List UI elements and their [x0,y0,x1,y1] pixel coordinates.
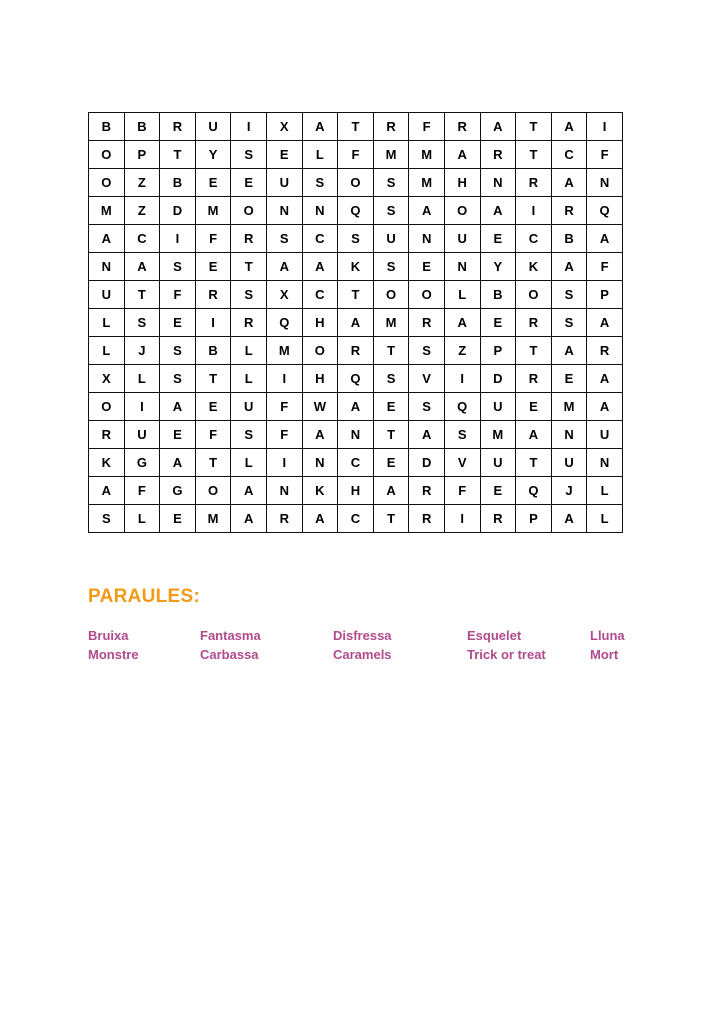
grid-cell: I [587,113,623,141]
grid-cell: S [551,309,587,337]
grid-cell: M [409,141,445,169]
grid-cell: E [373,449,409,477]
grid-cell: T [195,449,231,477]
grid-cell: A [89,225,125,253]
grid-cell: P [587,281,623,309]
grid-cell: N [444,253,480,281]
grid-cell: I [160,225,196,253]
grid-cell: B [160,169,196,197]
grid-cell: A [231,505,267,533]
grid-cell: M [266,337,302,365]
grid-cell: N [587,169,623,197]
grid-row [89,225,623,253]
grid-cell: I [266,365,302,393]
words-heading: PARAULES: [88,586,201,607]
grid-cell: J [551,477,587,505]
grid-cell: S [124,309,160,337]
grid-cell: A [587,309,623,337]
grid-cell: S [231,421,267,449]
grid-cell: T [516,337,552,365]
grid-cell: T [373,505,409,533]
grid-cell: V [444,449,480,477]
grid-cell: K [516,253,552,281]
grid-cell: W [302,393,338,421]
grid-cell: C [551,141,587,169]
grid-cell: A [338,309,374,337]
grid-cell: T [516,141,552,169]
grid-cell: O [338,169,374,197]
grid-cell: H [338,477,374,505]
grid-cell: U [587,421,623,449]
grid-cell: A [302,421,338,449]
grid-cell: E [160,505,196,533]
grid-cell: H [302,365,338,393]
grid-cell: Q [266,309,302,337]
grid-cell: K [338,253,374,281]
word-fantasma: Fantasma [200,628,261,643]
grid-cell: R [160,113,196,141]
grid-row [89,253,623,281]
grid-cell: N [551,421,587,449]
grid-cell: R [551,197,587,225]
grid-cell: C [302,281,338,309]
word-esquelet: Esquelet [467,628,522,643]
grid-cell: L [89,309,125,337]
grid-cell: A [587,225,623,253]
grid-cell: A [266,253,302,281]
grid-cell: N [338,421,374,449]
grid-cell: R [231,225,267,253]
grid-cell: T [338,281,374,309]
grid-cell: D [480,365,516,393]
grid-cell: L [587,477,623,505]
grid-cell: B [480,281,516,309]
grid-cell: U [480,393,516,421]
grid-cell: A [551,505,587,533]
grid-cell: I [195,309,231,337]
grid-cell: N [302,449,338,477]
grid-cell: O [302,337,338,365]
grid-row [89,505,623,533]
grid-cell: G [160,477,196,505]
grid-cell: U [89,281,125,309]
grid-cell: R [444,113,480,141]
grid-cell: U [444,225,480,253]
grid-cell: O [444,197,480,225]
grid-cell: U [195,113,231,141]
grid-cell: B [551,225,587,253]
grid-row [89,393,623,421]
grid-cell: L [231,365,267,393]
grid-cell: A [551,253,587,281]
word-monstre: Monstre [88,647,139,662]
grid-cell: M [195,197,231,225]
grid-cell: Z [124,197,160,225]
grid-cell: M [195,505,231,533]
grid-cell: A [89,477,125,505]
grid-cell: C [338,505,374,533]
grid-cell: R [480,505,516,533]
grid-cell: A [302,113,338,141]
grid-cell: F [409,113,445,141]
grid-cell: F [266,393,302,421]
grid-row [89,281,623,309]
grid-cell: X [266,281,302,309]
grid-cell: A [444,309,480,337]
grid-cell: G [124,449,160,477]
grid-cell: K [302,477,338,505]
word-carbassa: Carbassa [200,647,259,662]
grid-cell: Q [338,365,374,393]
grid-cell: R [516,169,552,197]
grid-cell: N [266,197,302,225]
grid-cell: V [409,365,445,393]
grid-cell: D [409,449,445,477]
grid-cell: S [373,253,409,281]
grid-cell: M [373,309,409,337]
grid-cell: B [89,113,125,141]
grid-cell: A [302,505,338,533]
grid-cell: U [266,169,302,197]
grid-cell: T [373,421,409,449]
grid-row [89,141,623,169]
word-search-grid-body [89,113,623,533]
grid-cell: A [551,113,587,141]
grid-cell: N [302,197,338,225]
grid-cell: R [516,365,552,393]
grid-cell: L [89,337,125,365]
grid-cell: T [516,113,552,141]
grid-cell: Q [338,197,374,225]
grid-row [89,449,623,477]
grid-cell: Y [195,141,231,169]
grid-cell: A [231,477,267,505]
grid-row [89,337,623,365]
word-caramels: Caramels [333,647,392,662]
grid-cell: R [89,421,125,449]
grid-cell: S [551,281,587,309]
grid-cell: I [124,393,160,421]
word-disfressa: Disfressa [333,628,392,643]
grid-cell: R [338,337,374,365]
grid-row [89,365,623,393]
grid-cell: I [516,197,552,225]
grid-cell: I [444,365,480,393]
grid-cell: C [338,449,374,477]
grid-cell: O [373,281,409,309]
grid-cell: H [302,309,338,337]
grid-cell: A [516,421,552,449]
grid-cell: F [587,141,623,169]
grid-cell: N [409,225,445,253]
grid-cell: L [124,365,160,393]
grid-cell: E [231,169,267,197]
grid-cell: L [124,505,160,533]
word-mort: Mort [590,647,619,662]
grid-cell: F [444,477,480,505]
grid-cell: R [587,337,623,365]
grid-row [89,477,623,505]
grid-cell: L [587,505,623,533]
grid-cell: E [480,309,516,337]
grid-cell: U [373,225,409,253]
word-search-grid [88,112,623,533]
grid-cell: S [160,365,196,393]
grid-row [89,169,623,197]
grid-cell: I [266,449,302,477]
grid-cell: M [409,169,445,197]
grid-cell: M [551,393,587,421]
grid-cell: R [231,309,267,337]
grid-cell: F [266,421,302,449]
grid-cell: A [409,197,445,225]
grid-cell: F [195,225,231,253]
grid-cell: E [480,477,516,505]
grid-cell: N [587,449,623,477]
grid-cell: A [587,365,623,393]
grid-cell: A [338,393,374,421]
grid-cell: A [551,169,587,197]
grid-cell: N [266,477,302,505]
grid-cell: L [231,449,267,477]
grid-cell: U [480,449,516,477]
grid-row [89,421,623,449]
grid-cell: A [551,337,587,365]
grid-cell: S [231,141,267,169]
grid-cell: O [89,393,125,421]
grid-cell: T [195,365,231,393]
grid-cell: P [124,141,160,169]
grid-cell: C [302,225,338,253]
grid-cell: E [480,225,516,253]
grid-cell: U [124,421,160,449]
grid-cell: P [516,505,552,533]
grid-cell: D [160,197,196,225]
grid-cell: F [160,281,196,309]
grid-cell: L [231,337,267,365]
grid-cell: R [195,281,231,309]
word-trick-or-treat: Trick or treat [467,647,546,662]
grid-cell: R [373,113,409,141]
grid-cell: M [89,197,125,225]
grid-cell: Q [444,393,480,421]
grid-cell: E [516,393,552,421]
grid-cell: K [89,449,125,477]
grid-cell: U [551,449,587,477]
grid-cell: X [266,113,302,141]
grid-cell: B [195,337,231,365]
grid-cell: S [266,225,302,253]
word-lluna: Lluna [590,628,625,643]
grid-cell: E [409,253,445,281]
grid-cell: N [89,253,125,281]
grid-cell: E [551,365,587,393]
grid-cell: Q [516,477,552,505]
grid-cell: O [409,281,445,309]
grid-cell: T [231,253,267,281]
grid-cell: T [373,337,409,365]
grid-cell: M [480,421,516,449]
grid-cell: T [160,141,196,169]
grid-cell: N [480,169,516,197]
grid-cell: Y [480,253,516,281]
grid-cell: F [124,477,160,505]
grid-cell: F [338,141,374,169]
grid-cell: A [444,141,480,169]
grid-cell: O [89,141,125,169]
grid-cell: E [195,393,231,421]
grid-cell: O [89,169,125,197]
grid-cell: A [160,449,196,477]
grid-cell: E [373,393,409,421]
grid-cell: I [231,113,267,141]
grid-cell: T [516,449,552,477]
grid-cell: S [373,365,409,393]
grid-cell: A [160,393,196,421]
grid-cell: S [373,197,409,225]
grid-cell: E [195,169,231,197]
grid-cell: O [195,477,231,505]
grid-cell: O [516,281,552,309]
grid-cell: T [124,281,160,309]
grid-cell: A [409,421,445,449]
grid-cell: A [587,393,623,421]
grid-cell: Z [444,337,480,365]
grid-cell: M [373,141,409,169]
grid-cell: S [409,393,445,421]
grid-cell: R [409,309,445,337]
grid-cell: B [124,113,160,141]
grid-row [89,113,623,141]
grid-cell: F [587,253,623,281]
grid-cell: S [373,169,409,197]
grid-cell: F [195,421,231,449]
grid-cell: R [516,309,552,337]
grid-cell: U [231,393,267,421]
grid-cell: E [160,421,196,449]
grid-cell: A [302,253,338,281]
grid-cell: T [338,113,374,141]
grid-cell: S [89,505,125,533]
grid-cell: R [480,141,516,169]
grid-cell: P [480,337,516,365]
grid-cell: A [373,477,409,505]
grid-cell: R [409,477,445,505]
grid-cell: S [231,281,267,309]
grid-cell: E [266,141,302,169]
grid-cell: A [480,197,516,225]
grid-cell: S [160,337,196,365]
grid-cell: Z [124,169,160,197]
grid-cell: J [124,337,160,365]
grid-row [89,197,623,225]
grid-cell: A [124,253,160,281]
grid-cell: S [302,169,338,197]
grid-cell: O [231,197,267,225]
grid-cell: A [480,113,516,141]
grid-cell: R [266,505,302,533]
grid-cell: S [444,421,480,449]
grid-cell: C [124,225,160,253]
grid-cell: L [302,141,338,169]
grid-cell: E [195,253,231,281]
grid-cell: R [409,505,445,533]
grid-cell: Q [587,197,623,225]
grid-cell: H [444,169,480,197]
grid-cell: X [89,365,125,393]
grid-cell: L [444,281,480,309]
grid-cell: S [338,225,374,253]
grid-cell: I [444,505,480,533]
grid-cell: S [409,337,445,365]
grid-cell: E [160,309,196,337]
word-bruixa: Bruixa [88,628,129,643]
grid-row [89,309,623,337]
grid-cell: S [160,253,196,281]
grid-cell: C [516,225,552,253]
